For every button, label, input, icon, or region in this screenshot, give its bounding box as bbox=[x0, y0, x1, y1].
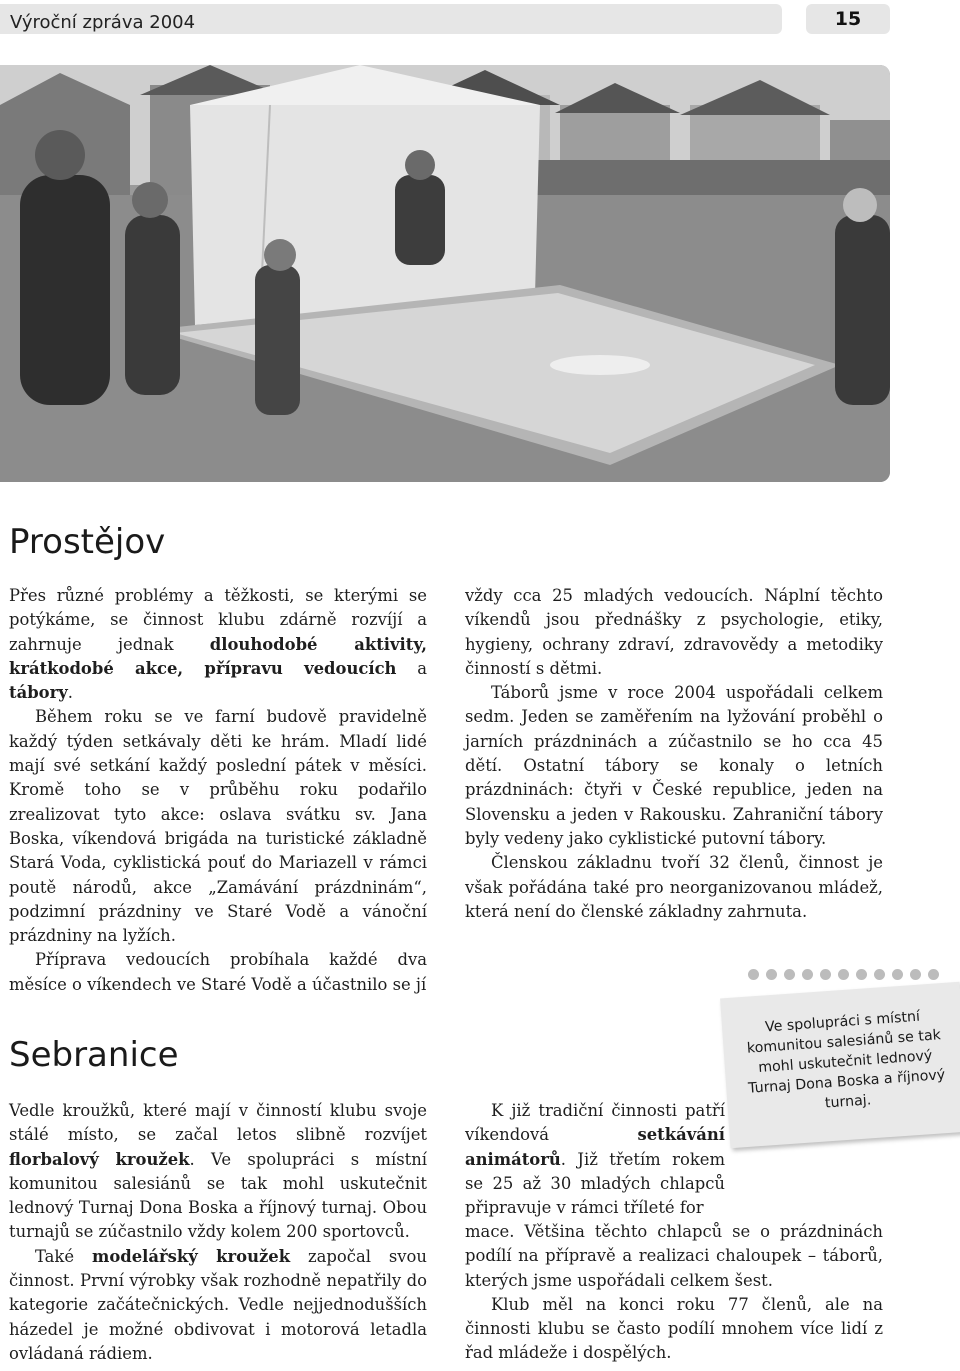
text: a bbox=[396, 658, 428, 678]
paragraph: Táborů jsme v roce 2004 uspořádali celkem sedm. Jeden se zaměřením na lyžování proběhl o jarních prázdninách a zúčastnilo se ho cca 45 dětí. Ostatní tábory se konaly o letních prázdninách: čtyři v České republice, jeden na Slovensku a jeden v Rakousku. Zahraniční tábory byly vedeny jako cyklistické putovní tábory. bbox=[465, 683, 883, 848]
note-text: Ve spolupráci s místní komunitou salesiánů se tak mohl uskutečnit lednový Turnaj Dona Boska a říjnový turnaj. bbox=[746, 1008, 946, 1112]
text-bold: modelářský kroužek bbox=[91, 1246, 291, 1266]
paragraph: Během roku se ve farní budově pravidelně každý týden setkávaly děti ke hrám. Mladí lidé mají své setkání každý poslední pátek v měsíci. Kromě toho se v průběhu roku podařilo zrealizovat tyto akce: oslava svátku sv. Jana Boska, víkendová brigáda na turistické základně Stará Voda, cyklistická pouť do Mariazell v rámci poutě národů, akce „Zamávání prázdninám“, podzimní prázdniny ve Staré Vodě a vánoční prázdniny na lyžích. bbox=[9, 707, 427, 946]
dot bbox=[838, 969, 849, 980]
header-bar bbox=[0, 4, 782, 34]
dot bbox=[892, 969, 903, 980]
text: započal svou činnost. První výrobky však rozhodně nepatřily do kategorie začátečnických. Vedle nejjednodušších házedel je možné obdivovat i motorová letadla ovládaná rádiem. bbox=[9, 1246, 427, 1363]
section-heading-sebranice: Sebranice bbox=[9, 1035, 179, 1075]
paragraph bbox=[9, 584, 427, 705]
text: K již tradiční činnosti patří víkendová bbox=[465, 1101, 725, 1145]
paragraph: Klub měl na konci roku 77 členů, ale na činnosti klubu se často podílí mnohem více lidí z řad mládeže i dospělých. bbox=[465, 1294, 883, 1363]
text: . Ve spolupráci s místní komunitou salesiánů se tak mohl uskutečnit lednový Turnaj Dona Boska a říjnový turnaj. Obou turnajů se zúčastnilo vždy kolem 200 sportovců. bbox=[9, 1149, 427, 1242]
prostejov-column-left bbox=[9, 584, 427, 997]
dot bbox=[856, 969, 867, 980]
sebranice-column-left bbox=[9, 1099, 427, 1366]
paragraph: Příprava vedoucích probíhala každé dva měsíce o víkendech ve Staré Vodě a účastnilo se jí bbox=[9, 950, 427, 994]
sebranice-column-right-bottom bbox=[465, 1220, 883, 1366]
sidebar-note bbox=[720, 982, 960, 1148]
photo-children-pool-tent bbox=[0, 65, 890, 482]
photo-illustration bbox=[0, 65, 890, 482]
text-bold: setkávání animátorů bbox=[465, 1125, 725, 1169]
sebranice-column-right-top bbox=[465, 1099, 725, 1220]
paragraph: mace. Většina těchto chlapců se o prázdninách podílí na přípravě a realizaci chaloupek – táborů, kterých jsme uspořádali celkem šest. bbox=[465, 1222, 883, 1290]
dot bbox=[910, 969, 921, 980]
dot bbox=[820, 969, 831, 980]
paragraph: Členskou základnu tvoří 32 členů, činnost je však pořádána také pro neorganizovanou mládež, která není do členské základny zahrnuta. bbox=[465, 853, 883, 921]
paragraph bbox=[9, 1245, 427, 1366]
dot bbox=[874, 969, 885, 980]
text: . bbox=[67, 683, 73, 703]
paragraph bbox=[465, 1099, 725, 1220]
section-heading-prostejov: Prostějov bbox=[9, 522, 166, 562]
report-title: Výroční zpráva 2004 bbox=[10, 12, 196, 33]
prostejov-column-right bbox=[465, 584, 883, 924]
dot bbox=[766, 969, 777, 980]
text: Přes různé problémy a těžkosti, se kterými se potýkáme, se činnost klubu zdárně rozvíjí a zahrnuje jednak bbox=[9, 586, 427, 654]
text: Také bbox=[35, 1246, 92, 1266]
paragraph: vždy cca 25 mladých vedoucích. Náplní těchto víkendů jsou přednášky z psychologie, etiky, hygieny, ochrany zdraví, zdravovědy a metodiky činností s dětmi. bbox=[465, 586, 883, 678]
text-bold: florbalový kroužek bbox=[9, 1149, 190, 1169]
dot bbox=[802, 969, 813, 980]
dot bbox=[784, 969, 795, 980]
page-number: 15 bbox=[806, 4, 890, 34]
dot bbox=[748, 969, 759, 980]
dot bbox=[928, 969, 939, 980]
text-bold: dlouhodobé aktivity, krátkodobé akce, přípravu vedoucích bbox=[9, 634, 427, 678]
paragraph bbox=[9, 1099, 427, 1245]
text: . Již třetím rokem se 25 až 30 mladých chlapců připravuje v rámci tříleté for bbox=[465, 1149, 725, 1218]
text-bold: tábory bbox=[9, 683, 68, 703]
text: Vedle kroužků, které mají v činností klubu svoje stálé místo, se začal letos slibně rozvíjet bbox=[9, 1101, 427, 1145]
decorative-dots bbox=[740, 962, 960, 986]
